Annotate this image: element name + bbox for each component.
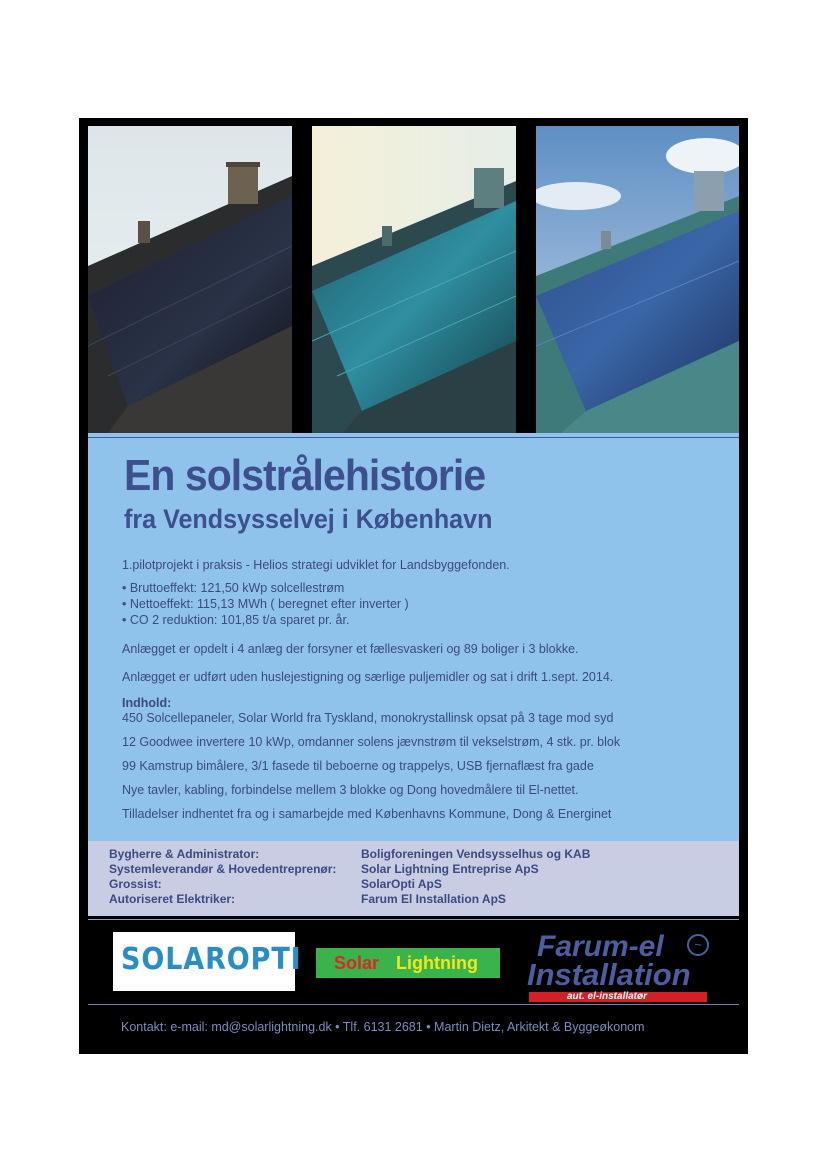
contact-line: Kontakt: e-mail: md@solarlightning.dk • Tlf. 6131 2681 • Martin Dietz, Arkitekt & Byggeøkonom	[121, 1020, 645, 1034]
divider	[88, 1004, 739, 1005]
content-line: 450 Solcellepaneler, Solar World fra Tyskland, monokrystallinsk opsat på 3 tage mod syd	[122, 711, 614, 725]
intro-text: 1.pilotprojekt i praksis - Helios strategi udviklet for Landsbyggefonden.	[122, 558, 510, 572]
roles-box	[88, 841, 739, 916]
roof-photo-dark	[88, 126, 292, 433]
solaropti-logo-text: SOLAROPTI	[121, 942, 302, 977]
divider	[88, 919, 739, 920]
role-row	[109, 862, 539, 876]
farum-el-logo	[527, 930, 717, 1002]
content-line: Tilladelser indhentet fra og i samarbejde med Københavns Kommune, Dong & Energinet	[122, 807, 612, 821]
role-label: Bygherre & Administrator:	[109, 847, 260, 861]
farum-logo-line1: Farum-el	[537, 930, 664, 963]
content-heading: Indhold:	[122, 696, 172, 710]
solar-lightning-logo	[316, 948, 500, 978]
role-row	[109, 847, 590, 861]
bullet-net: • Nettoeffekt: 115,13 MWh ( beregnet efter inverter )	[122, 597, 409, 611]
bullet-co2: • CO 2 reduktion: 101,85 t/a sparet pr. år.	[122, 613, 350, 627]
panel-rule	[88, 437, 739, 438]
roof-photo-sky	[536, 126, 739, 433]
bullet-gross: • Bruttoeffekt: 121,50 kWp solcellestrøm	[122, 581, 345, 595]
body-text	[122, 558, 722, 830]
farum-logo-tag: aut. el-installatør	[567, 991, 648, 1002]
sine-wave-icon: ~	[687, 934, 709, 956]
poster	[79, 118, 748, 1054]
role-party: Solar Lightning Entreprise ApS	[361, 862, 539, 876]
role-party: Farum El Installation ApS	[361, 892, 506, 906]
paragraph-financing: Anlægget er udført uden huslejestigning og særlige puljemidler og sat i drift 1.sept. 2014.	[122, 670, 614, 684]
role-party: Boligforeningen Vendsysselhus og KAB	[361, 847, 591, 861]
info-panel	[88, 433, 739, 841]
role-label: Autoriseret Elektriker:	[109, 892, 236, 906]
role-row	[109, 892, 506, 906]
paragraph-division: Anlægget er opdelt i 4 anlæg der forsyner et fællesvaskeri og 89 boliger i 3 blokke.	[122, 642, 579, 656]
farum-logo-line2: Installation	[527, 957, 691, 992]
page-title: En solstrålehistorie	[124, 451, 486, 500]
content-line: 99 Kamstrup bimålere, 3/1 fasede til beboerne og trappelys, USB fjernaflæst fra gade	[122, 759, 594, 773]
solar-lightning-word-2: Lightning	[396, 953, 478, 973]
solar-lightning-word-1: Solar	[334, 953, 380, 973]
role-label: Systemleverandør & Hovedentreprenør:	[109, 862, 337, 876]
role-party: SolarOpti ApS	[361, 877, 442, 891]
roof-photo-teal	[312, 126, 516, 433]
content-line: Nye tavler, kabling, forbindelse mellem 3 blokke og Dong hovedmålere til El-nettet.	[122, 783, 579, 797]
page-subtitle: fra Vendsysselvej i København	[124, 504, 493, 534]
role-row	[109, 877, 442, 891]
role-label: Grossist:	[109, 877, 162, 891]
content-line: 12 Goodwee invertere 10 kWp, omdanner solens jævnstrøm til vekselstrøm, 4 stk. pr. blok	[122, 735, 621, 749]
solaropti-logo	[113, 932, 302, 991]
